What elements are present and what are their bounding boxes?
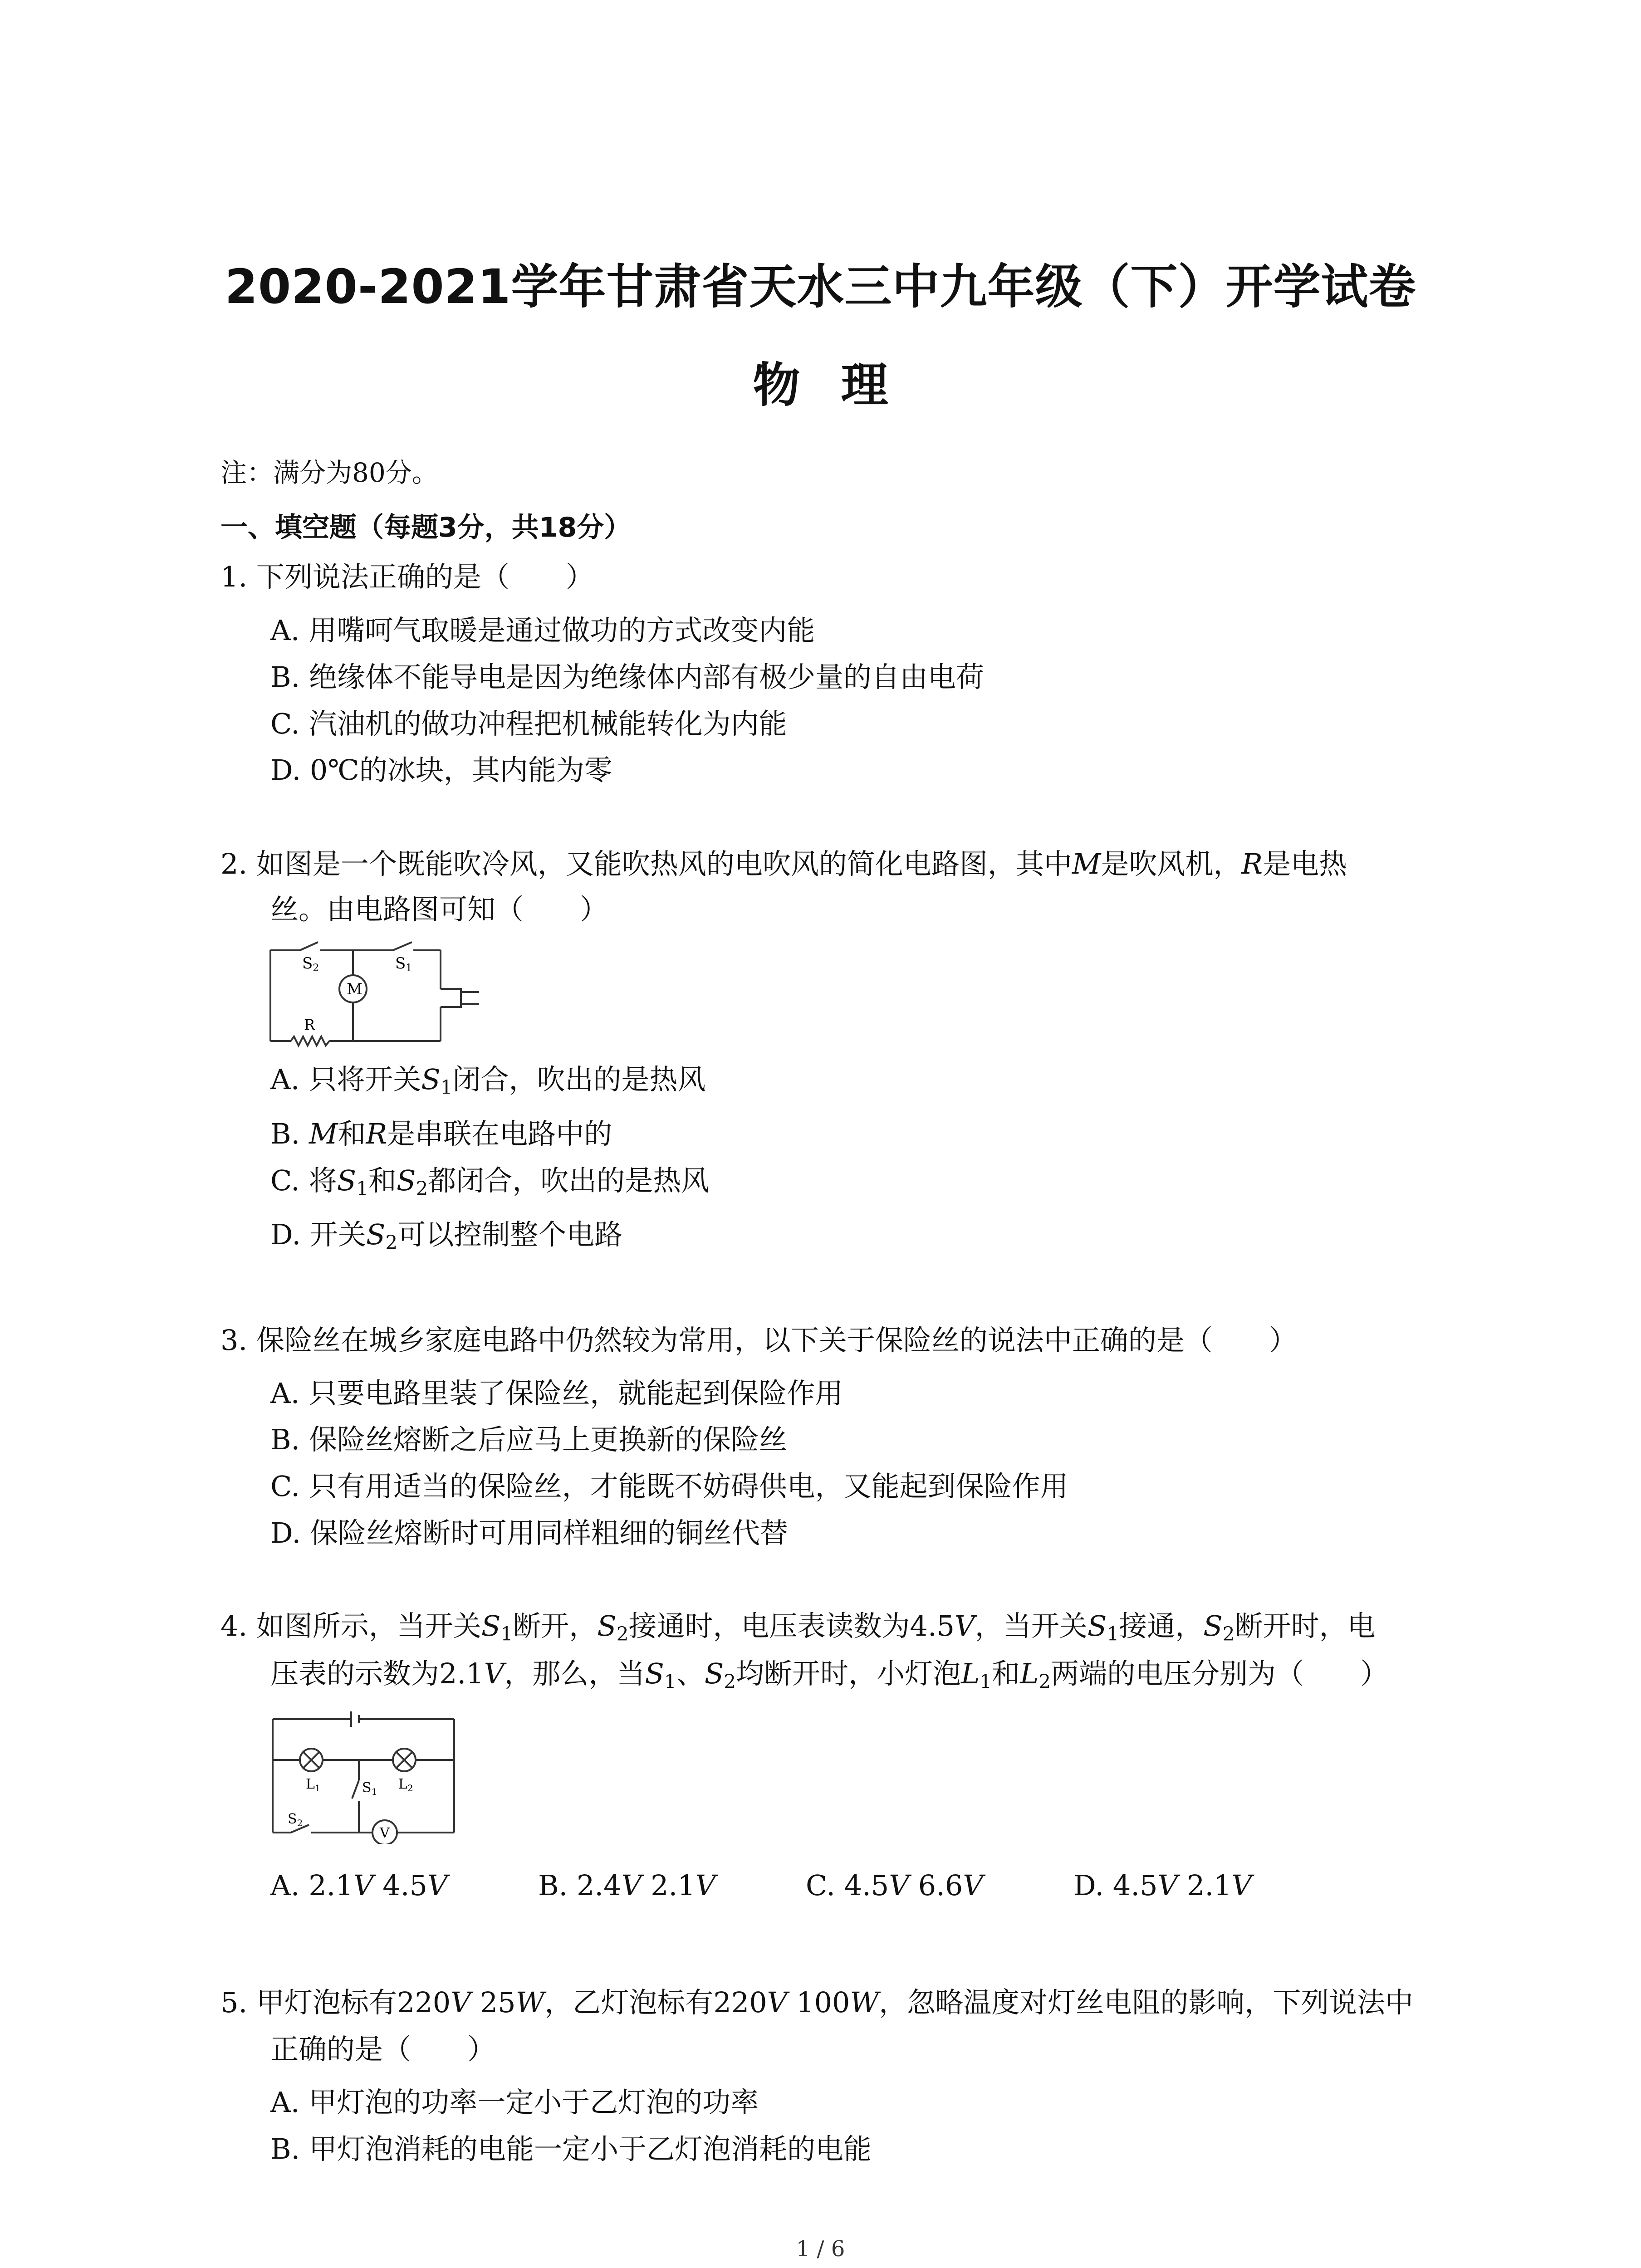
voltmeter-label: V (380, 1825, 390, 1841)
question-stem: 3. 保险丝在城乡家庭电路中仍然较为常用，以下关于保险丝的说法中正确的是（ ） (220, 1324, 1297, 1357)
option-b: B. 绝缘体不能导电是因为绝缘体内部有极少量的自由电荷 (270, 660, 984, 694)
motor-label: M (347, 980, 362, 998)
option-a: A. 甲灯泡的功率一定小于乙灯泡的功率 (270, 2086, 759, 2119)
option-d: D. 4.5V 2.1V (1073, 1869, 1252, 1902)
lamp-l2-label: $L_2$ (398, 1776, 413, 1794)
option-c: C. 汽油机的做功冲程把机械能转化为内能 (270, 707, 787, 740)
question-stem-line1: 4. 如图所示，当开关$S_1$断开，$S_2$接通时，电压表读数为4.5V，当开关$S_1$接通，$S_2$断开时，电 (220, 1609, 1376, 1645)
option-b: B. 保险丝熔断之后应马上更换新的保险丝 (270, 1423, 787, 1456)
question-stem-line2: 正确的是（ ） (270, 2033, 496, 2066)
option-a: A. 用嘴呵气取暖是通过做功的方式改变内能 (270, 614, 815, 647)
option-a: A. 2.1V 4.5V (270, 1869, 448, 1902)
resistor-label: R (304, 1016, 315, 1033)
page-number: 1 / 6 (796, 2236, 845, 2262)
question-stem: 1. 下列说法正确的是（ ） (220, 560, 594, 593)
switch-s2-label: S2 (302, 954, 319, 974)
option-a: A. 只要电路里装了保险丝，就能起到保险作用 (270, 1377, 843, 1410)
exam-title: 2020-2021学年甘肃省天水三中九年级（下）开学试卷 (225, 259, 1416, 314)
option-c: C. 4.5V 6.6V (806, 1869, 984, 1902)
question-stem-line1: 5. 甲灯泡标有220V 25W，乙灯泡标有220V 100W，忽略温度对灯丝电阻的影响，下列说法中 (220, 1986, 1414, 2019)
option-d: D. 0℃的冰块，其内能为零 (270, 753, 612, 787)
switch-s1-label: $S_1$ (362, 1780, 377, 1797)
hair-dryer-circuit-diagram (266, 937, 493, 1059)
option-c: C. 将$S_1$和$S_2$都闭合，吹出的是热风 (270, 1164, 710, 1200)
score-note: 注：满分为80分。 (220, 457, 438, 488)
option-b: B. 甲灯泡消耗的电能一定小于乙灯泡消耗的电能 (270, 2132, 872, 2165)
lamp-l1-label: $L_1$ (306, 1776, 321, 1794)
option-b: B. M和R是串联在电路中的 (270, 1117, 612, 1150)
switch-s1-label: S1 (395, 954, 412, 974)
option-c: C. 只有用适当的保险丝，才能既不妨碍供电，又能起到保险作用 (270, 1470, 1068, 1503)
option-d: D. 保险丝熔断时可用同样粗细的铜丝代替 (270, 1516, 788, 1549)
option-d: D. 开关$S_2$可以控制整个电路 (270, 1218, 623, 1254)
switch-s2-label: $S_2$ (288, 1811, 303, 1828)
section-heading: 一、填空题（每题3分，共18分） (220, 512, 632, 543)
voltmeter-circuit-diagram (266, 1708, 461, 1844)
question-stem-line2: 压表的示数为2.1V，那么，当$S_1$、$S_2$均断开时，小灯泡$L_1$和$L_2$两端的电压分别为（ ） (270, 1657, 1389, 1693)
question-stem-line1: 2. 如图是一个既能吹冷风，又能吹热风的电吹风的简化电路图，其中M是吹风机，R是电热 (220, 847, 1347, 880)
option-a: A. 只将开关$S_1$闭合，吹出的是热风 (270, 1063, 706, 1099)
question-stem-line2: 丝。由电路图可知（ ） (270, 893, 608, 926)
subject-title: 物理 (753, 357, 929, 413)
option-b: B. 2.4V 2.1V (538, 1869, 716, 1902)
